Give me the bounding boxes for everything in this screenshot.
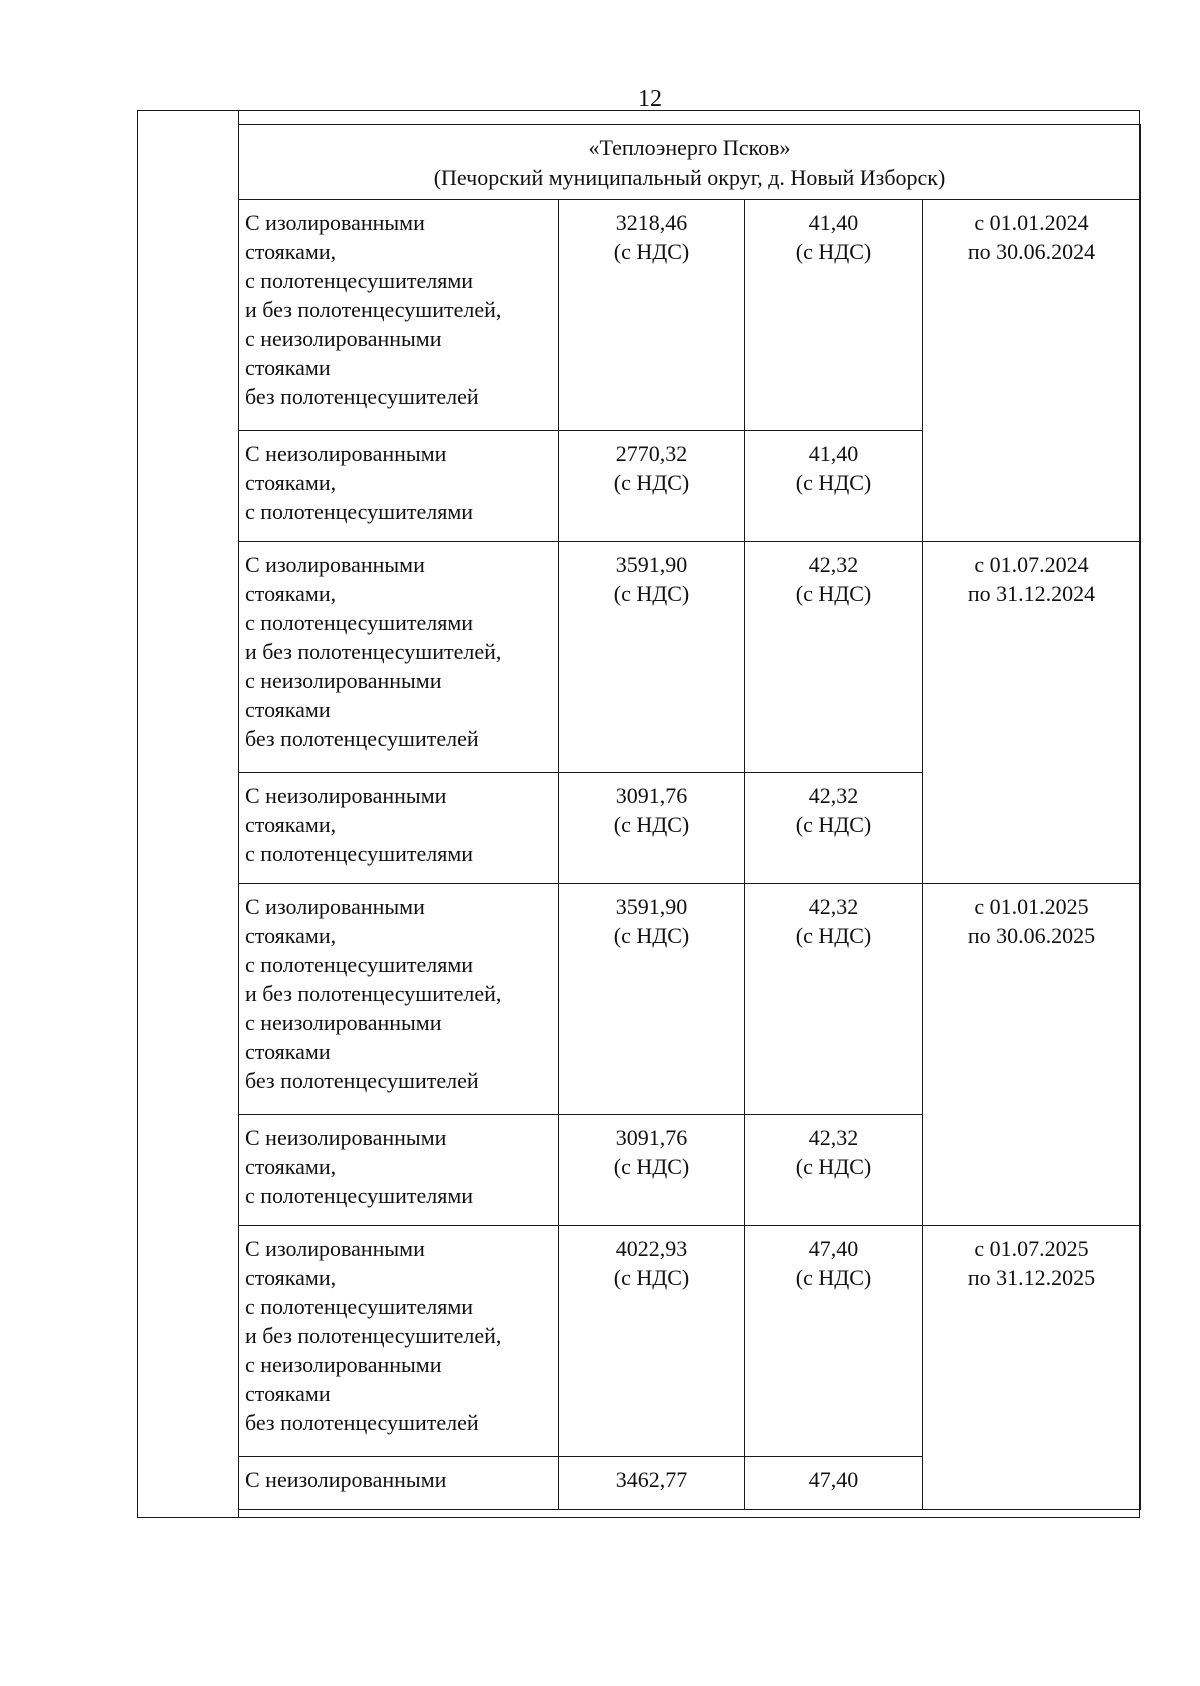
desc-line: стояками: [245, 1039, 331, 1064]
tariff-value-1: [559, 200, 745, 431]
vat-note: (с НДС): [613, 1265, 690, 1290]
validity-period: [923, 200, 1141, 542]
desc-line: без полотенцесушителей: [245, 1068, 479, 1093]
tariff-value-2: [745, 1457, 923, 1510]
value-number: 42,32: [808, 783, 859, 808]
vat-note: (с НДС): [795, 581, 872, 606]
period-start: с 01.01.2025: [974, 894, 1089, 919]
value-number: 42,32: [808, 894, 859, 919]
period-end: по 30.06.2025: [967, 923, 1096, 948]
value-number: 3462,77: [615, 1467, 688, 1492]
value-number: 3091,76: [615, 783, 688, 808]
desc-line: и без полотенцесушителей,: [245, 1323, 502, 1348]
tariff-value-1: [559, 1115, 745, 1226]
desc-line: с полотенцесушителями: [245, 841, 474, 866]
vat-note: (с НДС): [613, 470, 690, 495]
value-number: 2770,32: [615, 441, 688, 466]
table-row: [239, 542, 1141, 773]
organization-header: [239, 125, 1141, 200]
row-description: [239, 1226, 559, 1457]
desc-line: стояками: [245, 355, 331, 380]
vat-note: (с НДС): [613, 923, 690, 948]
vat-note: (с НДС): [613, 581, 690, 606]
tariff-value-1: [559, 431, 745, 542]
page-number: 12: [638, 86, 662, 112]
desc-line: стояками,: [245, 581, 337, 606]
table-row: [239, 1226, 1141, 1457]
desc-line: С неизолированными: [245, 1467, 447, 1492]
desc-line: без полотенцесушителей: [245, 384, 479, 409]
tariff-value-1: [559, 1457, 745, 1510]
desc-line: с полотенцесушителями: [245, 952, 474, 977]
desc-line: С неизолированными: [245, 1125, 447, 1150]
tariff-value-2: [745, 431, 923, 542]
value-number: 3591,90: [615, 894, 688, 919]
tariff-value-2: [745, 200, 923, 431]
period-end: по 31.12.2024: [967, 581, 1096, 606]
desc-line: с полотенцесушителями: [245, 1183, 474, 1208]
vat-note: (с НДС): [613, 239, 690, 264]
period-end: по 31.12.2025: [967, 1265, 1096, 1290]
value-number: 47,40: [808, 1236, 859, 1261]
vat-note: (с НДС): [795, 1265, 872, 1290]
desc-line: С изолированными: [245, 894, 425, 919]
tariff-value-1: [559, 1226, 745, 1457]
row-description: [239, 200, 559, 431]
organization-location: (Печорский муниципальный округ, д. Новый Изборск): [433, 165, 946, 190]
desc-line: стояками: [245, 1381, 331, 1406]
value-number: 3218,46: [615, 210, 688, 235]
vat-note: (с НДС): [795, 239, 872, 264]
desc-line: с неизолированными: [245, 668, 442, 693]
tariff-value-1: [559, 884, 745, 1115]
value-number: 41,40: [808, 441, 859, 466]
validity-period: [923, 1226, 1141, 1510]
value-number: 4022,93: [615, 1236, 688, 1261]
tariff-value-2: [745, 1115, 923, 1226]
value-number: 42,32: [808, 1125, 859, 1150]
vat-note: (с НДС): [795, 470, 872, 495]
row-description: [239, 1115, 559, 1226]
desc-line: стояками: [245, 697, 331, 722]
desc-line: и без полотенцесушителей,: [245, 981, 502, 1006]
desc-line: с неизолированными: [245, 326, 442, 351]
tariff-value-1: [559, 773, 745, 884]
value-number: 3591,90: [615, 552, 688, 577]
validity-period: [923, 884, 1141, 1226]
row-description: [239, 884, 559, 1115]
desc-line: стояками,: [245, 1265, 337, 1290]
value-number: 47,40: [808, 1467, 859, 1492]
table-header-row: [239, 125, 1141, 200]
desc-line: стояками,: [245, 812, 337, 837]
desc-line: с полотенцесушителями: [245, 499, 474, 524]
desc-line: без полотенцесушителей: [245, 1410, 479, 1435]
desc-line: с полотенцесушителями: [245, 268, 474, 293]
tariff-value-2: [745, 884, 923, 1115]
value-number: 42,32: [808, 552, 859, 577]
desc-line: и без полотенцесушителей,: [245, 639, 502, 664]
desc-line: стояками,: [245, 239, 337, 264]
table-row: [239, 884, 1141, 1115]
row-description: [239, 773, 559, 884]
vat-note: (с НДС): [613, 812, 690, 837]
value-number: 41,40: [808, 210, 859, 235]
desc-line: С неизолированными: [245, 441, 447, 466]
desc-line: и без полотенцесушителей,: [245, 297, 502, 322]
tariff-value-2: [745, 542, 923, 773]
vat-note: (с НДС): [613, 1154, 690, 1179]
desc-line: без полотенцесушителей: [245, 726, 479, 751]
tariff-value-2: [745, 773, 923, 884]
row-description: [239, 542, 559, 773]
period-start: с 01.07.2024: [974, 552, 1089, 577]
desc-line: С неизолированными: [245, 783, 447, 808]
desc-line: С изолированными: [245, 210, 425, 235]
row-description: [239, 1457, 559, 1510]
value-number: 3091,76: [615, 1125, 688, 1150]
desc-line: с полотенцесушителями: [245, 610, 474, 635]
period-start: с 01.07.2025: [974, 1236, 1089, 1261]
tariff-table: [238, 124, 1141, 1510]
desc-line: стояками,: [245, 470, 337, 495]
organization-name: «Теплоэнерго Псков»: [588, 135, 791, 160]
vat-note: (с НДС): [795, 923, 872, 948]
period-end: по 30.06.2024: [967, 239, 1096, 264]
period-start: с 01.01.2024: [974, 210, 1089, 235]
tariff-value-1: [559, 542, 745, 773]
desc-line: с неизолированными: [245, 1010, 442, 1035]
desc-line: С изолированными: [245, 1236, 425, 1261]
desc-line: стояками,: [245, 923, 337, 948]
tariff-value-2: [745, 1226, 923, 1457]
vat-note: (с НДС): [795, 1154, 872, 1179]
desc-line: с полотенцесушителями: [245, 1294, 474, 1319]
desc-line: с неизолированными: [245, 1352, 442, 1377]
row-description: [239, 431, 559, 542]
vat-note: (с НДС): [795, 812, 872, 837]
desc-line: стояками,: [245, 1154, 337, 1179]
validity-period: [923, 542, 1141, 884]
table-row: [239, 200, 1141, 431]
desc-line: С изолированными: [245, 552, 425, 577]
